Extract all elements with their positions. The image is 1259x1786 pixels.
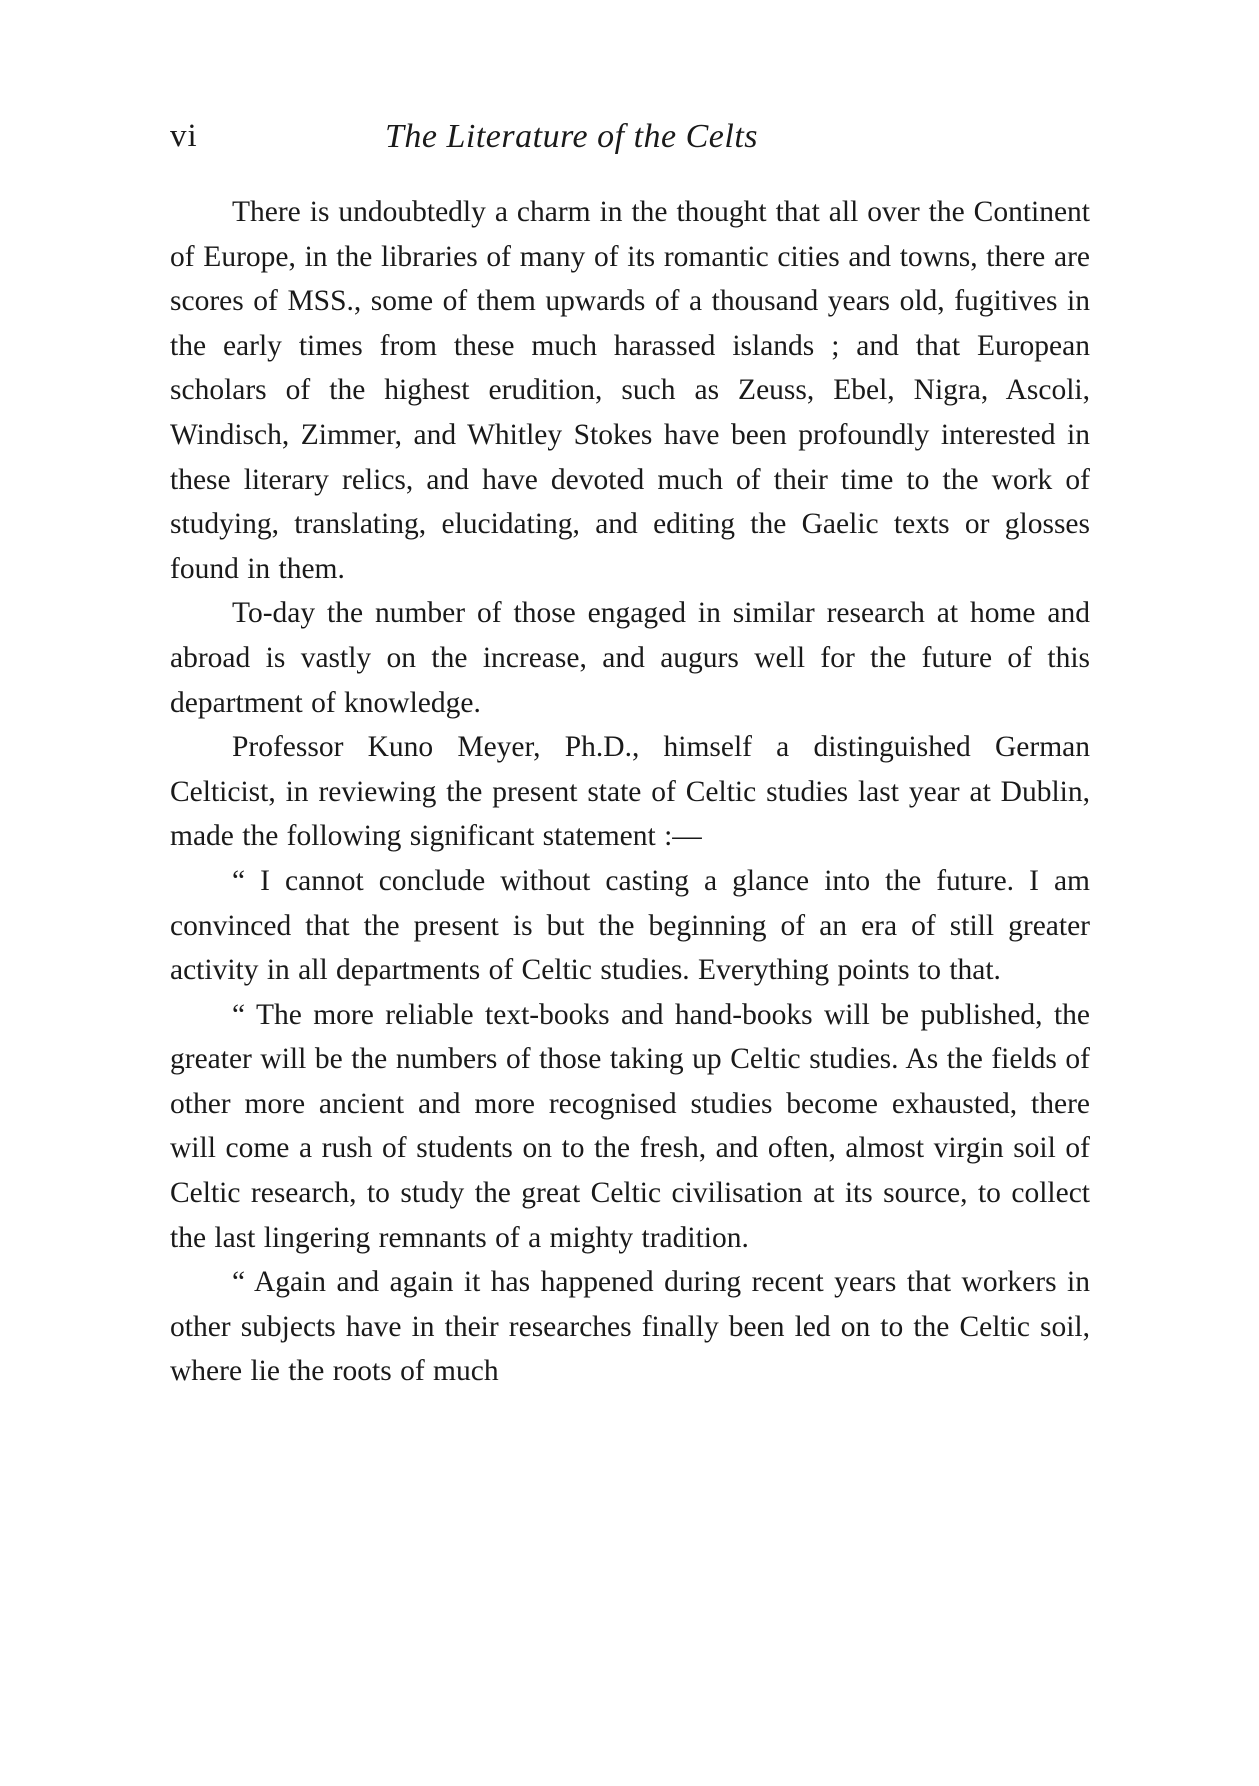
paragraph-4: “ I cannot conclude without casting a glance into the future. I am convinced that the present is but the beginning of an era of still greater activity in all departments of Celtic studies. Everything points to that.: [170, 864, 1090, 987]
body-text: [170, 190, 1090, 1394]
paragraph-3: Professor Kuno Meyer, Ph.D., himself a distinguished German Celticist, in reviewing the present state of Celtic studies last year at Dublin, made the following significant statement :—: [170, 731, 1090, 853]
paragraph-2: To-day the number of those engaged in similar research at home and abroad is vastly on the increase, and augurs well for the future of this department of knowledge.: [170, 597, 1090, 719]
running-head: [170, 118, 1095, 168]
paragraph-1: There is undoubtedly a charm in the thought that all over the Continent of Europe, in the libraries of many of its romantic cities and towns, there are scores of MSS., some of them upwards of a thousand years old, fugitives in the early times from these much harassed islands ; and that European scholars of the highest erudition, such as Zeuss, Ebel, Nigra, Ascoli, Windisch, Zimmer, and Whitley Stokes have been profoundly interested in these literary relics, and have devoted much of their time to the work of studying, translating, elucidating, and editing the Gaelic texts or glosses found in them.: [170, 196, 1090, 585]
page-number: vi: [170, 118, 198, 154]
paragraph-6: “ Again and again it has happened during recent years that workers in other subjects have in their researches finally been led on to the Celtic soil, where lie the roots of much: [170, 1266, 1090, 1388]
running-title: The Literature of the Celts: [385, 118, 759, 155]
paragraph-5: “ The more reliable text-books and hand-books will be published, the greater will be the numbers of those taking up Celtic studies. As the fields of other more ancient and more recognised studies become exhausted, there will come a rush of students on to the fresh, and often, almost virgin soil of Celtic research, to study the great Celtic civilisation at its source, to collect the last lingering remnants of a mighty tradition.: [170, 998, 1090, 1254]
